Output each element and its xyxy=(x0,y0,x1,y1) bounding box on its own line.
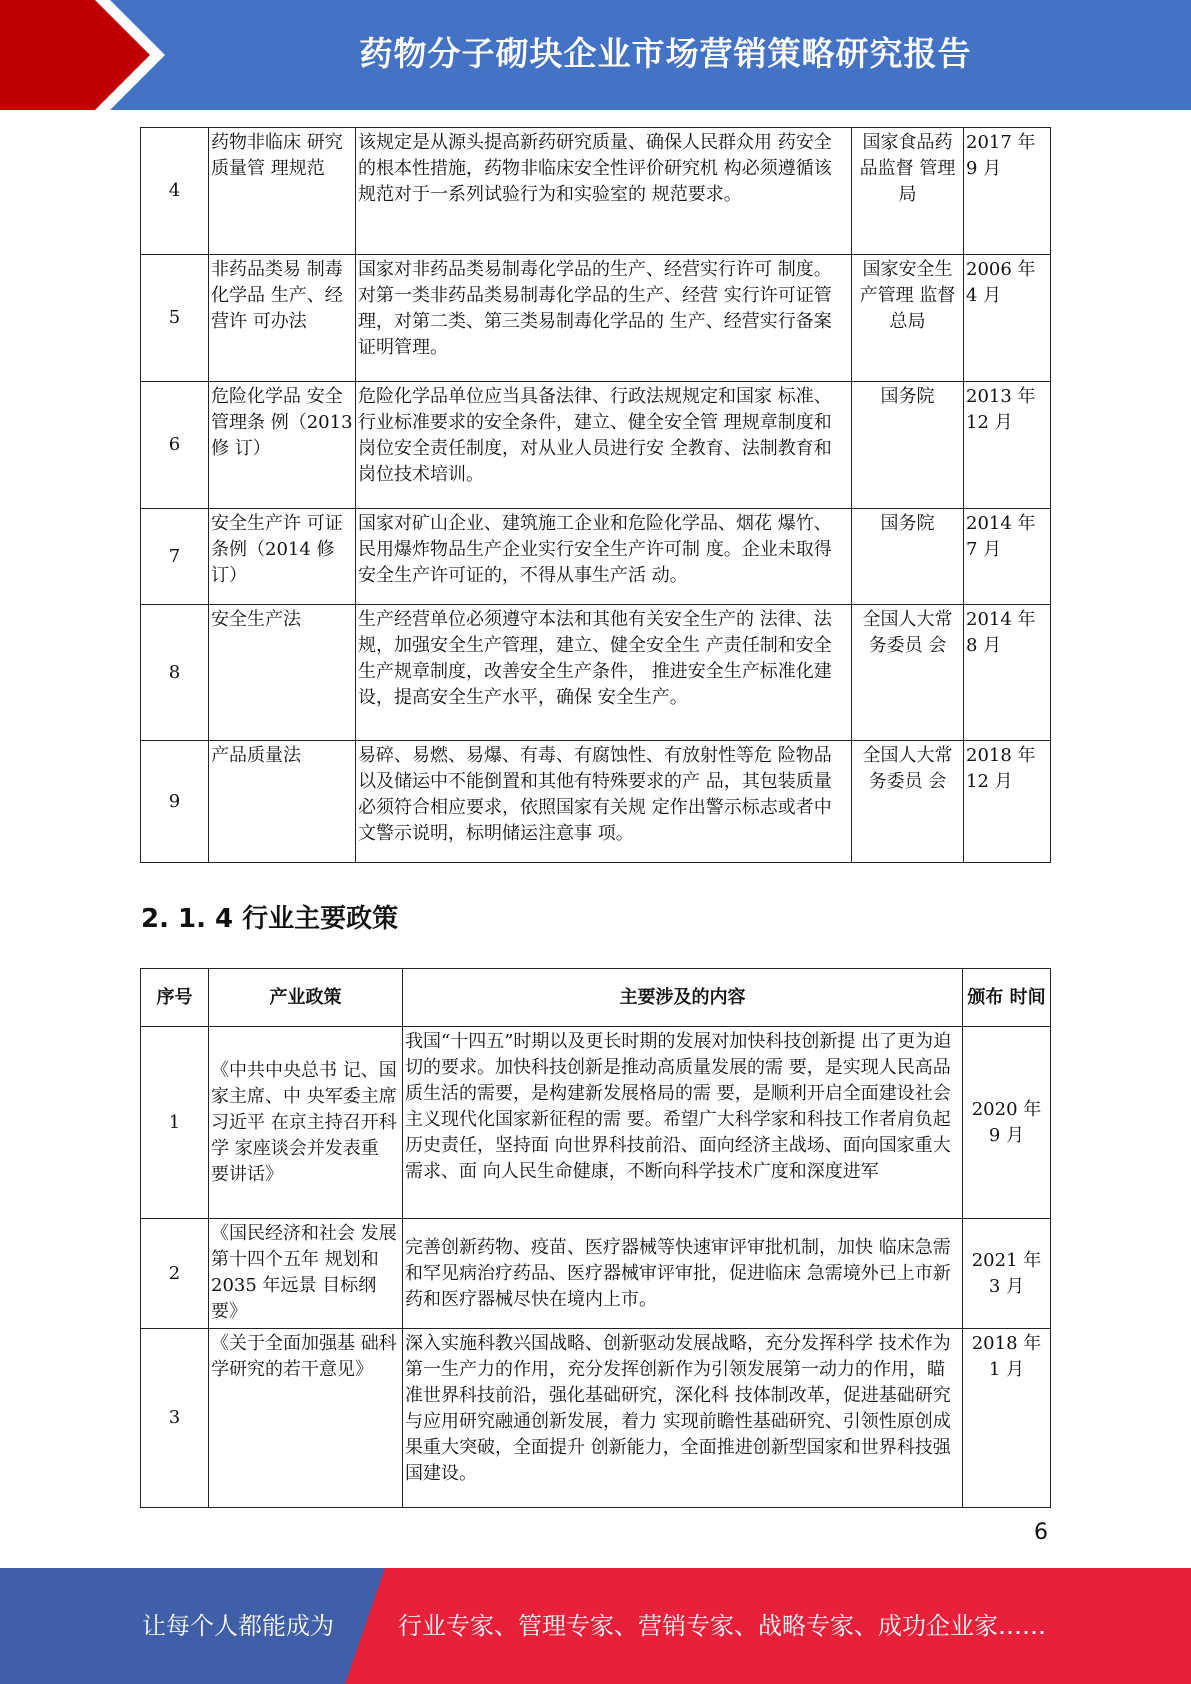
row-number: 2 xyxy=(141,1219,209,1329)
issuing-authority: 全国人大常务委员 会 xyxy=(852,605,964,741)
regulation-name: 产品质量法 xyxy=(209,741,356,863)
issue-date: 2014 年 7 月 xyxy=(964,509,1051,605)
table-row xyxy=(141,255,1051,382)
policy-content: 我国“十四五”时期以及更长时期的发展对加快科技创新提 出了更为迫切的要求。加快科技创新是推动高质量发展的需 要，是实现人民高品质生活的需要，是构建新发展格局的需 要，是顺利开启全面建设社会主义现代化国家新征程的需 要。希望广大科学家和科技工作者肩负起历史责任，坚持面 向世界科技前沿、面向经济主战场、面向国家重大需求、面 向人民生命健康，不断向科学技术广度和深度进军 xyxy=(403,1027,963,1219)
table-row xyxy=(141,509,1051,605)
page-header xyxy=(0,0,1191,110)
issue-date: 2017 年 9 月 xyxy=(964,128,1051,255)
page-number: 6 xyxy=(1034,1520,1048,1545)
regulation-content: 国家对非药品类易制毒化学品的生产、经营实行许可 制度。对第一类非药品类易制毒化学品的生产、经营 实行许可证管理，对第二类、第三类易制毒化学品的 生产、经营实行备案证明管理。 xyxy=(356,255,852,382)
table-row xyxy=(141,128,1051,255)
regulation-content: 该规定是从源头提高新药研究质量、确保人民群众用 药安全的根本性措施，药物非临床安全性评价研究机 构必须遵循该规范对于一系列试验行为和实验室的 规范要求。 xyxy=(356,128,852,255)
row-number: 9 xyxy=(141,741,209,863)
issue-date: 2018 年 12 月 xyxy=(964,741,1051,863)
regulation-name: 药物非临床 研究质量管 理规范 xyxy=(209,128,356,255)
policy-content: 完善创新药物、疫苗、医疗器械等快速审评审批机制，加快 临床急需和罕见病治疗药品、医疗器械审评审批，促进临床 急需境外已上市新药和医疗器械尽快在境内上市。 xyxy=(403,1219,963,1329)
issuing-authority: 国务院 xyxy=(852,509,964,605)
footer-slogan-left: 让每个人都能成为 xyxy=(142,1612,334,1640)
header-content: 主要涉及的内容 xyxy=(403,969,963,1027)
table-row xyxy=(141,382,1051,509)
policy-date: 2021 年 3 月 xyxy=(963,1219,1051,1329)
policy-name: 《关于全面加强基 础科学研究的若干意见》 xyxy=(209,1329,403,1508)
table-row xyxy=(141,1219,1051,1329)
policy-name: 《中共中央总书 记、国家主席、中 央军委主席习近平 在京主持召开科学 家座谈会并发表重 要讲话》 xyxy=(209,1027,403,1219)
row-number: 3 xyxy=(141,1329,209,1508)
row-number: 4 xyxy=(141,128,209,255)
table-row xyxy=(141,1027,1051,1219)
policy-content: 深入实施科教兴国战略、创新驱动发展战略，充分发挥科学 技术作为第一生产力的作用，充分发挥创新作为引领发展第一动力的作用，瞄准世界科技前沿，强化基础研究，深化科 技体制改革，促进基础研究与应用研究融通创新发展，着力 实现前瞻性基础研究、引领性原创成果重大突破，全面提升 创新能力，全面推进创新型国家和世界科技强国建设。 xyxy=(403,1329,963,1508)
policy-date: 2020 年 9 月 xyxy=(963,1027,1051,1219)
regulations-table xyxy=(140,127,1051,863)
issuing-authority: 国家食品药品监督 管理局 xyxy=(852,128,964,255)
footer-slogan-right: 行业专家、管理专家、营销专家、战略专家、成功企业家…… xyxy=(398,1612,1046,1640)
regulation-name: 安全生产许 可证条例（2014 修订） xyxy=(209,509,356,605)
page-footer xyxy=(0,1568,1191,1684)
row-number: 5 xyxy=(141,255,209,382)
row-number: 7 xyxy=(141,509,209,605)
issue-date: 2014 年 8 月 xyxy=(964,605,1051,741)
header-date: 颁布 时间 xyxy=(963,969,1051,1027)
policy-name: 《国民经济和社会 发展第十四个五年 规划和 2035 年远景 目标纲要》 xyxy=(209,1219,403,1329)
table-row xyxy=(141,1329,1051,1508)
section-heading: 2. 1. 4 行业主要政策 xyxy=(141,904,399,934)
issue-date: 2006 年 4 月 xyxy=(964,255,1051,382)
regulation-name: 安全生产法 xyxy=(209,605,356,741)
policy-date: 2018 年 1 月 xyxy=(963,1329,1051,1508)
regulation-name: 危险化学品 安全管理条 例（2013 修 订） xyxy=(209,382,356,509)
table-header-row xyxy=(141,969,1051,1027)
issue-date: 2013 年 12 月 xyxy=(964,382,1051,509)
row-number: 1 xyxy=(141,1027,209,1219)
row-number: 6 xyxy=(141,382,209,509)
issuing-authority: 国家安全生产管理 监督总局 xyxy=(852,255,964,382)
header-policy: 产业政策 xyxy=(209,969,403,1027)
regulation-content: 易碎、易燃、易爆、有毒、有腐蚀性、有放射性等危 险物品以及储运中不能倒置和其他有特殊要求的产 品，其包装质量必须符合相应要求，依照国家有关规 定作出警示标志或者中文警示说明，标明储运注意事 项。 xyxy=(356,741,852,863)
regulation-name: 非药品类易 制毒化学品 生产、经营许 可办法 xyxy=(209,255,356,382)
header-no: 序号 xyxy=(141,969,209,1027)
table-row xyxy=(141,605,1051,741)
report-title: 药物分子砌块企业市场营销策略研究报告 xyxy=(359,34,972,73)
issuing-authority: 国务院 xyxy=(852,382,964,509)
regulation-content: 生产经营单位必须遵守本法和其他有关安全生产的 法律、法规，加强安全生产管理，建立、健全安全生 产责任制和安全生产规章制度，改善安全生产条件， 推进安全生产标准化建设，提高安全生产水平，确保 安全生产。 xyxy=(356,605,852,741)
regulation-content: 危险化学品单位应当具备法律、行政法规规定和国家 标准、行业标准要求的安全条件，建立、健全安全管 理规章制度和岗位安全责任制度，对从业人员进行安 全教育、法制教育和岗位技术培训。 xyxy=(356,382,852,509)
issuing-authority: 全国人大常务委员 会 xyxy=(852,741,964,863)
table-row xyxy=(141,741,1051,863)
policies-table xyxy=(140,968,1051,1508)
row-number: 8 xyxy=(141,605,209,741)
regulation-content: 国家对矿山企业、建筑施工企业和危险化学品、烟花 爆竹、民用爆炸物品生产企业实行安全生产许可制 度。企业未取得安全生产许可证的，不得从事生产活 动。 xyxy=(356,509,852,605)
